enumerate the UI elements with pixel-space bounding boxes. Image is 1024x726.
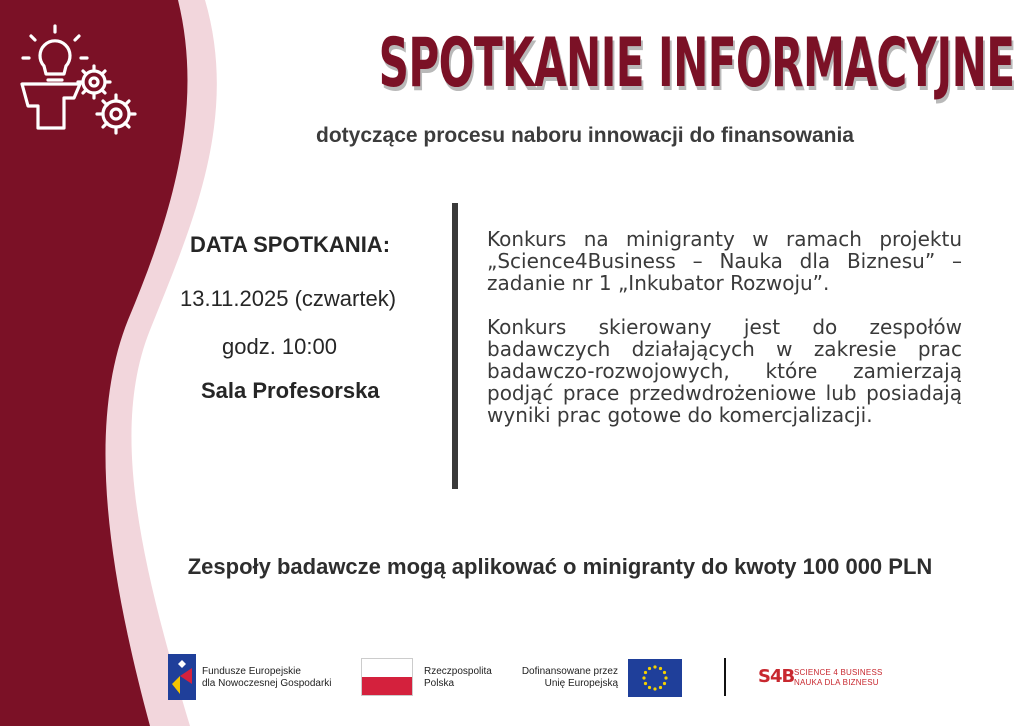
vertical-divider — [452, 203, 458, 489]
pl-line-1: Rzeczpospolita — [424, 666, 492, 677]
logo-separator — [724, 658, 726, 696]
funding-amount-note: Zespoły badawcze mogą aplikować o minigranty do kwoty 100 000 PLN — [187, 554, 933, 579]
meeting-room: Sala Profesorska — [201, 378, 380, 403]
page-subtitle: dotyczące procesu naboru innowacji do finansowania — [316, 124, 854, 147]
meeting-date-heading: DATA SPOTKANIA: — [190, 232, 391, 257]
eu-funding-text — [518, 666, 618, 690]
eu-line-1: Dofinansowane przez — [521, 666, 618, 677]
meeting-time: godz. 10:00 — [222, 334, 337, 359]
pl-line-2: Polska — [424, 678, 455, 689]
s4b-mark-icon: S4B — [758, 666, 795, 687]
sponsor-logos-bar — [168, 650, 908, 702]
fundusze-europejskie-text — [202, 666, 332, 690]
rzeczpospolita-text — [424, 666, 492, 690]
science4business-logo — [758, 666, 898, 690]
page-title: SPOTKANIE INFORMACYJNE — [378, 24, 1015, 103]
description-paragraph-2: Konkurs skierowany jest do zespołów badawczych działających w zakresie prac badawczo-rozwojowych, które zamierzają podjąć prace przedwdrożeniowe lub posiadają wyniki prac gotowe do komercjalizacji. — [487, 315, 962, 427]
eu-line-2: Unię Europejską — [544, 678, 618, 689]
eu-flag-icon — [628, 659, 682, 697]
lightbulb-gears-icon — [18, 22, 138, 140]
polish-flag-icon — [361, 658, 413, 696]
fe-line-2: dla Nowoczesnej Gospodarki — [202, 678, 332, 689]
meeting-date: 13.11.2025 (czwartek) — [180, 286, 397, 311]
description-paragraph-1: Konkurs na minigranty w ramach projektu „Science4Business – Nauka dla Biznesu” – zadanie nr 1 „Inkubator Rozwoju”. — [487, 227, 962, 295]
s4b-line-2: NAUKA DLA BIZNESU — [794, 678, 879, 687]
s4b-line-1: SCIENCE 4 BUSINESS — [794, 668, 883, 677]
fe-line-1: Fundusze Europejskie — [202, 666, 301, 677]
fundusze-europejskie-logo-icon — [168, 654, 196, 700]
